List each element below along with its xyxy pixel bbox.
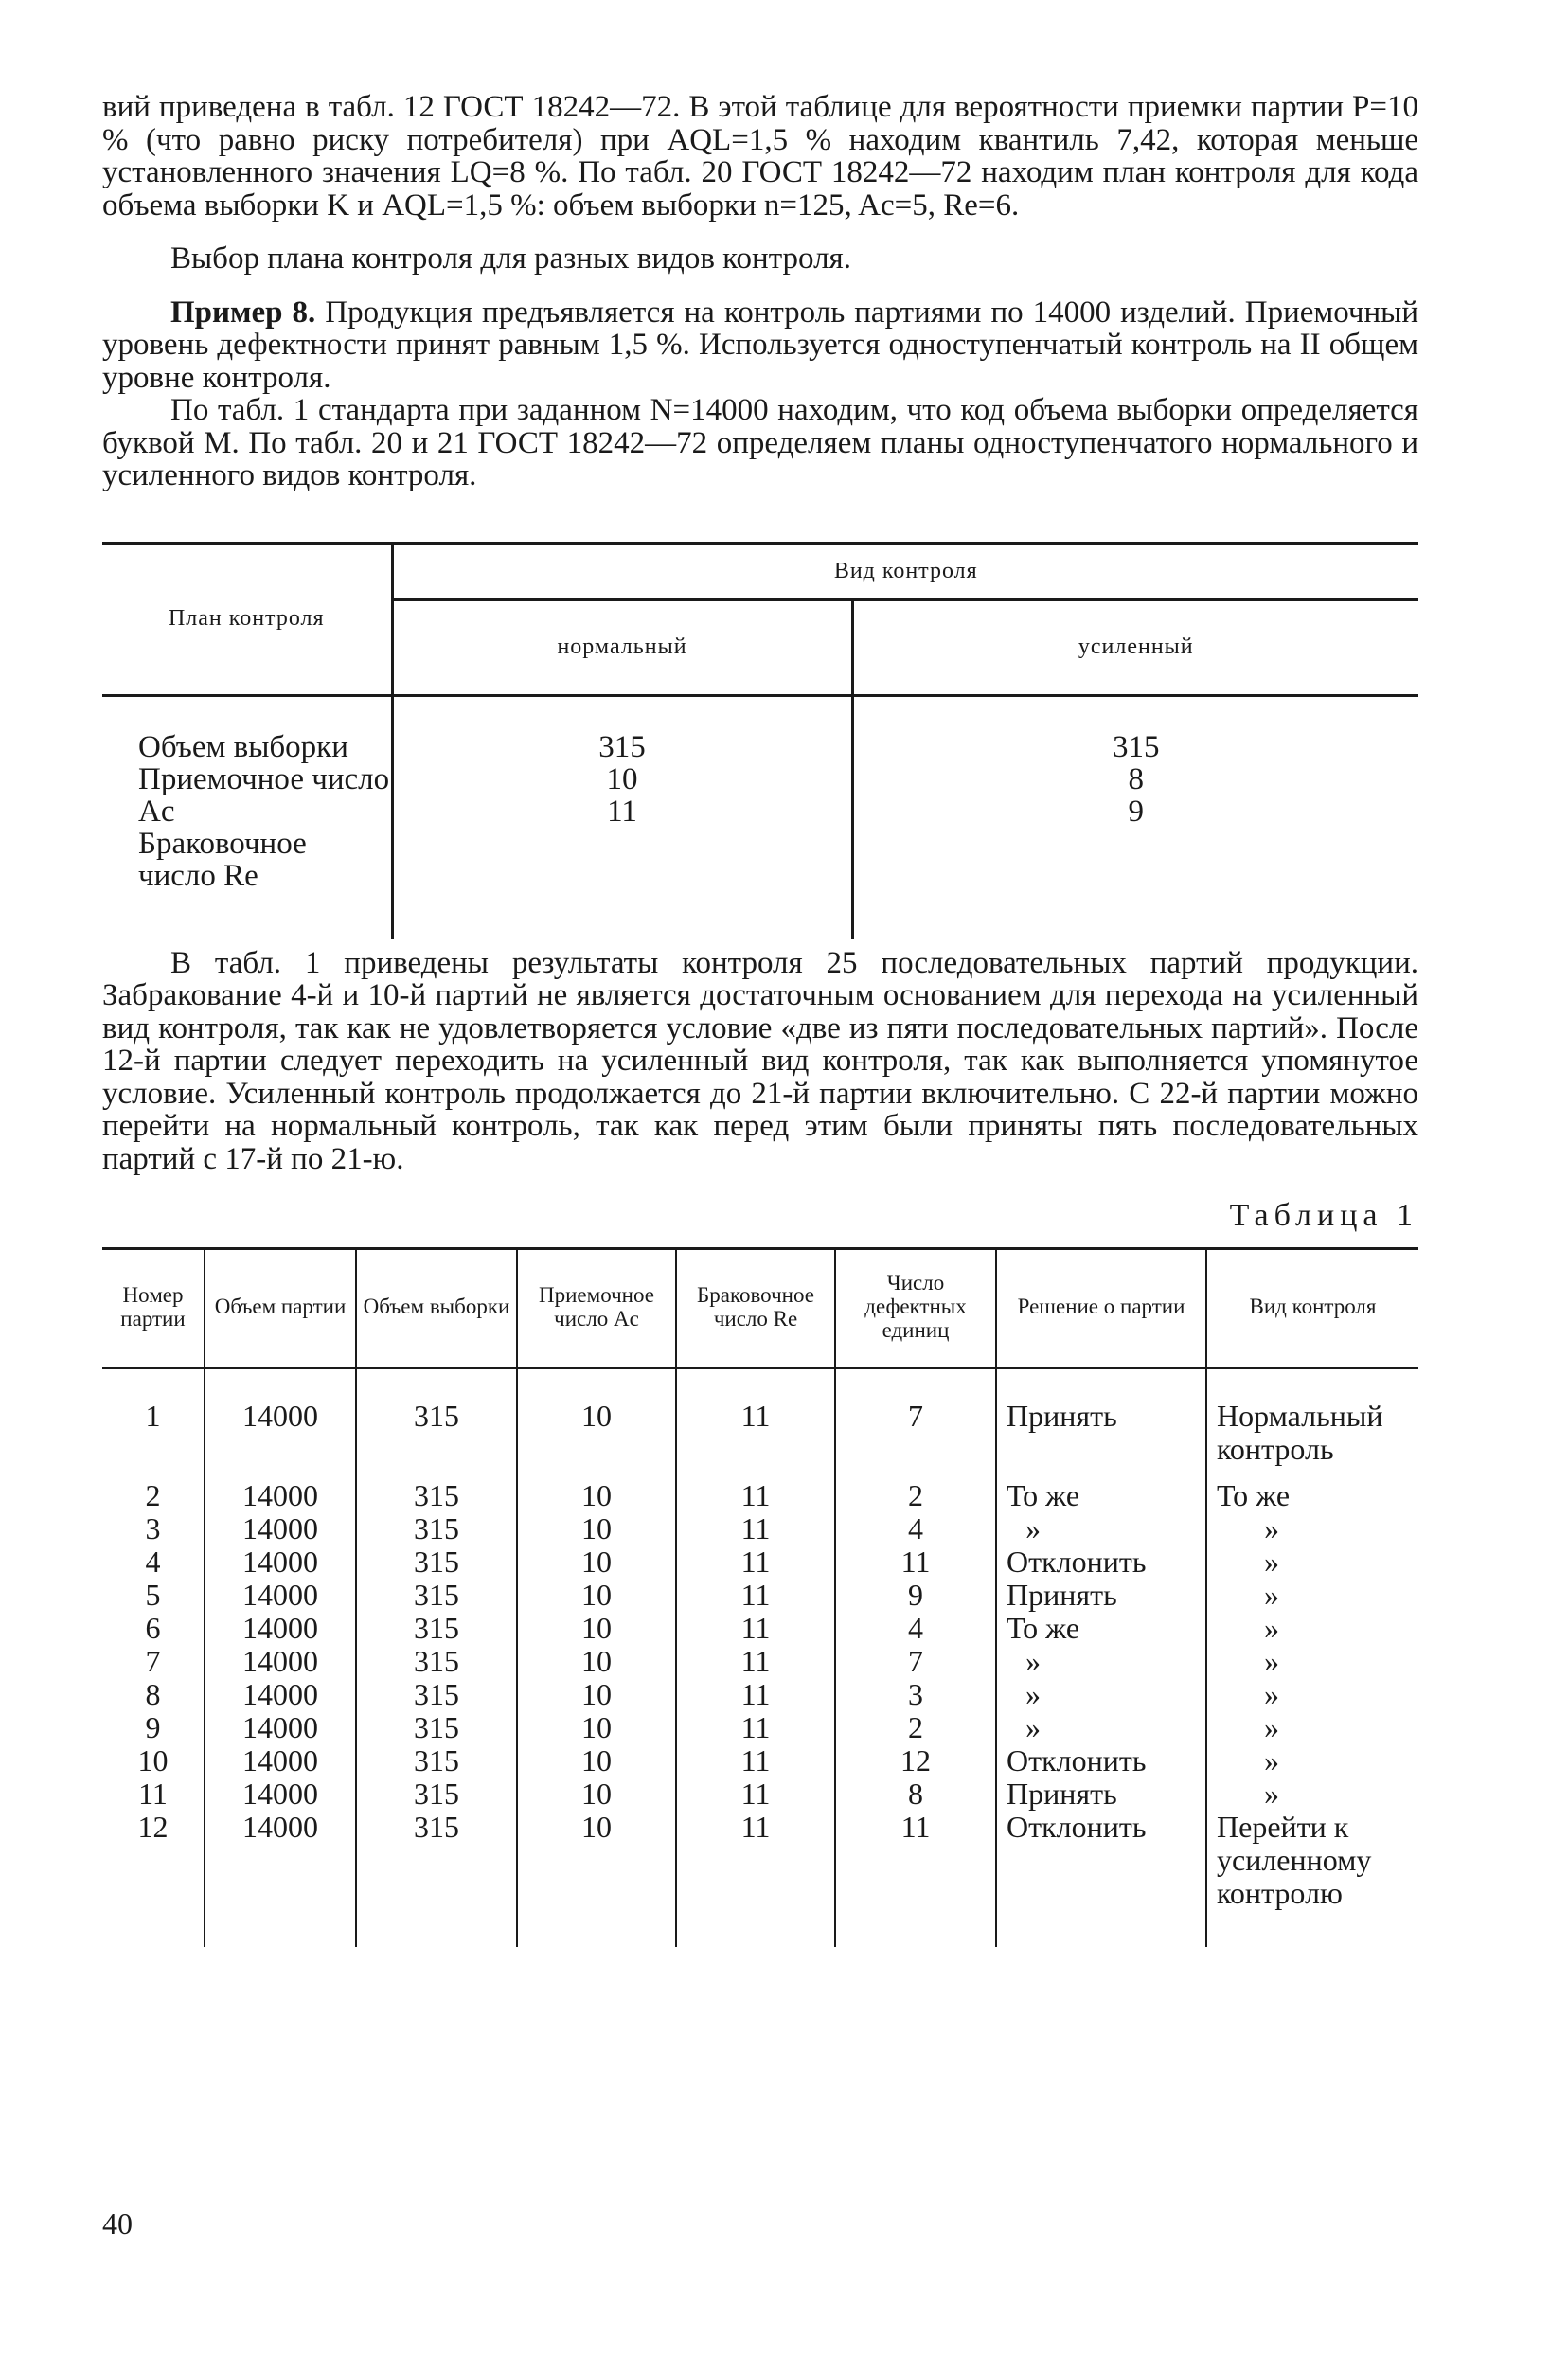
plan-value: 9	[1128, 794, 1144, 829]
table-row	[102, 1579, 1418, 1612]
table-row	[102, 1612, 1418, 1645]
paragraph-example-8	[102, 296, 1418, 395]
plan-table	[102, 542, 1418, 939]
col-header-inspection: Вид контроля	[1206, 1249, 1418, 1368]
cell-re: 11	[676, 1777, 835, 1811]
plan-header-plan: План контроля	[102, 543, 392, 695]
cell-ac: 10	[517, 1612, 676, 1645]
cell-ac: 10	[517, 1368, 676, 1480]
cell-sample: 315	[356, 1811, 517, 1947]
table-row	[102, 1645, 1418, 1678]
plan-value: 315	[1113, 729, 1160, 764]
cell-re: 11	[676, 1579, 835, 1612]
paragraph-section-heading: Выбор плана контроля для разных видов контроля.	[170, 241, 851, 276]
cell-ac: 10	[517, 1479, 676, 1512]
cell-decision: Отклонить	[996, 1545, 1206, 1579]
cell-sample: 315	[356, 1711, 517, 1744]
col-header-decision: Решение о партии	[996, 1249, 1206, 1368]
cell-ac: 10	[517, 1678, 676, 1711]
table-row	[102, 1811, 1418, 1947]
cell-batch: 9	[145, 1710, 161, 1744]
col-header-defects: Число дефектных единиц	[835, 1249, 996, 1368]
cell-inspection: »	[1206, 1545, 1418, 1579]
cell-decision: То же	[996, 1479, 1206, 1512]
cell-sample: 315	[356, 1645, 517, 1678]
cell-batch: 10	[137, 1743, 169, 1777]
cell-sample: 315	[356, 1479, 517, 1512]
table-row	[102, 1545, 1418, 1579]
example-text: Продукция предъявляется на контроль партиями по 14000 изделий. Приемочный уровень дефектности принят равным 1,5 %. Используется одноступенчатый контроль на II общем уровне контроля.	[102, 295, 1418, 395]
cell-inspection: »	[1206, 1612, 1418, 1645]
cell-batch: 12	[137, 1810, 169, 1844]
paragraph-results: В табл. 1 приведены результаты контроля 25 последовательных партий продукции. Забракование 4-й и 10-й партий не является достаточным основанием для перехода на усиленный вид контроля, так как не удовлетворяется условие «две из пяти последовательных партий». После 12-й партии следует переходить на усиленный вид контроля, так как выполняется упомянутое условие. Усиленный контроль продолжается до 21-й партии включительно. С 22-й партии можно перейти на нормальный контроль, так как перед этим были приняты пять последовательных партий с 17-й по 21-ю.	[102, 945, 1418, 1176]
paragraph-intro: вий приведена в табл. 12 ГОСТ 18242—72. В этой таблице для вероятности приемки партии P=10 % (что равно риску потребителя) при AQL=1,5 % находим квантиль 7,42, которая меньше установленного значения LQ=8 %. По табл. 20 ГОСТ 18242—72 находим план контроля для кода объема выборки K и AQL=1,5 %: объем выборки n=125, Ac=5, Re=6.	[102, 90, 1418, 223]
cell-batch: 4	[145, 1545, 161, 1579]
cell-inspection: »	[1206, 1777, 1418, 1811]
paragraph-code-letter: По табл. 1 стандарта при заданном N=14000 находим, что код объема выборки определяется буквой M. По табл. 20 и 21 ГОСТ 18242—72 определяем планы одноступенчатого нормального и усиленного видов контроля.	[102, 393, 1418, 492]
cell-re: 11	[676, 1678, 835, 1711]
cell-re: 11	[676, 1479, 835, 1512]
cell-batch: 5	[145, 1578, 161, 1612]
cell-lot: 14000	[205, 1711, 356, 1744]
cell-defects: 7	[835, 1368, 996, 1480]
cell-inspection: »	[1206, 1744, 1418, 1777]
cell-ac: 10	[517, 1512, 676, 1545]
cell-inspection: »	[1206, 1579, 1418, 1612]
cell-lot: 14000	[205, 1645, 356, 1678]
cell-batch: 1	[145, 1399, 161, 1433]
plan-value: 11	[607, 794, 637, 829]
cell-lot: 14000	[205, 1368, 356, 1480]
cell-re: 11	[676, 1368, 835, 1480]
plan-value: 10	[606, 761, 638, 796]
cell-inspection: »	[1206, 1711, 1418, 1744]
cell-sample: 315	[356, 1777, 517, 1811]
cell-defects: 2	[835, 1479, 996, 1512]
cell-sample: 315	[356, 1368, 517, 1480]
cell-ac: 10	[517, 1545, 676, 1579]
cell-re: 11	[676, 1545, 835, 1579]
table-row	[102, 1479, 1418, 1512]
cell-lot: 14000	[205, 1777, 356, 1811]
cell-sample: 315	[356, 1744, 517, 1777]
table-row	[102, 1777, 1418, 1811]
cell-re: 11	[676, 1612, 835, 1645]
cell-sample: 315	[356, 1579, 517, 1612]
cell-decision: »	[996, 1645, 1206, 1678]
cell-inspection: »	[1206, 1512, 1418, 1545]
cell-inspection: »	[1206, 1678, 1418, 1711]
cell-defects: 3	[835, 1678, 996, 1711]
page-body	[102, 91, 1418, 1947]
cell-lot: 14000	[205, 1545, 356, 1579]
plan-value: 8	[1128, 761, 1144, 796]
cell-re: 11	[676, 1744, 835, 1777]
cell-defects: 8	[835, 1777, 996, 1811]
plan-header-kind: Вид контроля	[392, 543, 1418, 599]
cell-batch: 3	[145, 1511, 161, 1545]
col-header-lot-size: Объем партии	[205, 1249, 356, 1368]
cell-sample: 315	[356, 1512, 517, 1545]
cell-lot: 14000	[205, 1579, 356, 1612]
cell-defects: 9	[835, 1579, 996, 1612]
cell-ac: 10	[517, 1645, 676, 1678]
cell-batch: 2	[145, 1478, 161, 1512]
cell-defects: 7	[835, 1645, 996, 1678]
cell-sample: 315	[356, 1678, 517, 1711]
cell-lot: 14000	[205, 1678, 356, 1711]
cell-batch: 11	[138, 1777, 168, 1811]
cell-decision: Отклонить	[996, 1811, 1206, 1947]
results-table	[102, 1247, 1418, 1947]
cell-sample: 315	[356, 1545, 517, 1579]
table-row	[102, 1744, 1418, 1777]
table-caption: Таблица 1	[1229, 1198, 1418, 1233]
table-row	[102, 1678, 1418, 1711]
cell-decision: Принять	[996, 1368, 1206, 1480]
cell-decision: То же	[996, 1612, 1206, 1645]
example-label: Пример 8.	[170, 295, 316, 330]
cell-batch: 8	[145, 1677, 161, 1711]
cell-lot: 14000	[205, 1512, 356, 1545]
cell-batch: 7	[145, 1644, 161, 1678]
cell-ac: 10	[517, 1777, 676, 1811]
cell-lot: 14000	[205, 1479, 356, 1512]
col-header-batch: Номер партии	[102, 1249, 205, 1368]
cell-inspection: Перейти к усиленному контролю	[1206, 1811, 1418, 1947]
cell-defects: 11	[835, 1811, 996, 1947]
plan-labels	[102, 695, 392, 939]
table-row	[102, 1711, 1418, 1744]
cell-decision: Принять	[996, 1579, 1206, 1612]
plan-label: Приемочное число Ac	[138, 761, 390, 829]
cell-ac: 10	[517, 1744, 676, 1777]
table-row	[102, 1512, 1418, 1545]
cell-lot: 14000	[205, 1811, 356, 1947]
cell-lot: 14000	[205, 1612, 356, 1645]
plan-header-tight: усиленный	[852, 599, 1418, 695]
plan-label: Объем выборки	[138, 729, 348, 764]
cell-decision: »	[996, 1512, 1206, 1545]
cell-inspection: То же	[1206, 1479, 1418, 1512]
cell-ac: 10	[517, 1579, 676, 1612]
plan-normal-values	[392, 695, 852, 939]
col-header-re: Браковочное число Re	[676, 1249, 835, 1368]
plan-label: Браковочное число Re	[138, 826, 307, 893]
plan-tight-values	[852, 695, 1418, 939]
cell-inspection: »	[1206, 1645, 1418, 1678]
cell-ac: 10	[517, 1711, 676, 1744]
cell-defects: 2	[835, 1711, 996, 1744]
cell-re: 11	[676, 1645, 835, 1678]
cell-batch: 6	[145, 1611, 161, 1645]
cell-re: 11	[676, 1711, 835, 1744]
cell-decision: »	[996, 1711, 1206, 1744]
cell-re: 11	[676, 1811, 835, 1947]
cell-decision: »	[996, 1678, 1206, 1711]
cell-decision: Отклонить	[996, 1744, 1206, 1777]
cell-inspection: Нормальный контроль	[1206, 1368, 1418, 1480]
plan-value: 315	[598, 729, 646, 764]
cell-re: 11	[676, 1512, 835, 1545]
table-row	[102, 1368, 1418, 1480]
col-header-ac: Приемочное число Ac	[517, 1249, 676, 1368]
cell-defects: 4	[835, 1512, 996, 1545]
cell-decision: Принять	[996, 1777, 1206, 1811]
page-number: 40	[102, 2206, 133, 2241]
cell-ac: 10	[517, 1811, 676, 1947]
plan-header-normal: нормальный	[392, 599, 852, 695]
cell-defects: 11	[835, 1545, 996, 1579]
col-header-sample-size: Объем выборки	[356, 1249, 517, 1368]
cell-defects: 4	[835, 1612, 996, 1645]
cell-lot: 14000	[205, 1744, 356, 1777]
cell-sample: 315	[356, 1612, 517, 1645]
cell-defects: 12	[835, 1744, 996, 1777]
